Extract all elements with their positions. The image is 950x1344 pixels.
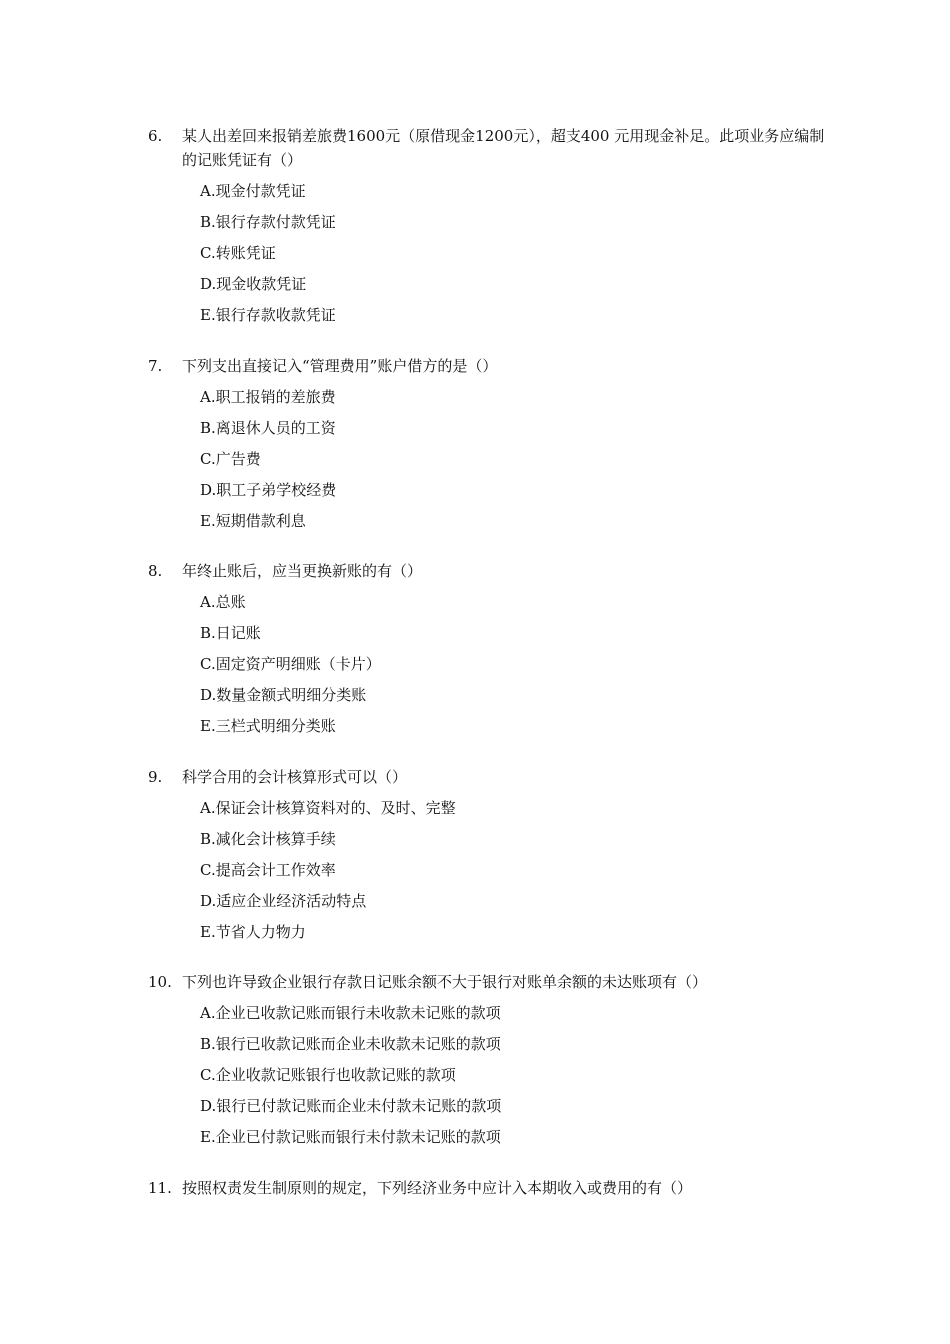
option-list	[200, 385, 828, 540]
option-d: D.数量金额式明细分类账	[200, 686, 367, 704]
option-e: E.企业已付款记账而银行未付款未记账的款项	[200, 1128, 501, 1146]
option-d: D.银行已付款记账而企业未付款未记账的款项	[200, 1097, 502, 1115]
option-e: E.银行存款收款凭证	[200, 306, 336, 324]
question-header	[148, 1176, 828, 1200]
question-header	[148, 765, 828, 789]
option-a: A.现金付款凭证	[200, 182, 306, 200]
question-header	[148, 970, 828, 994]
question-header	[148, 354, 828, 378]
question-text: 年终止账后，应当更换新账的有（）	[182, 562, 423, 580]
question-text: 科学合用的会计核算形式可以（）	[182, 768, 408, 786]
option-e: E.短期借款利息	[200, 512, 306, 530]
question-header	[148, 124, 828, 172]
option-c: C.提高会计工作效率	[200, 861, 336, 879]
question-header	[148, 559, 828, 583]
question-text: 下列也许导致企业银行存款日记账余额不大于银行对账单余额的未达账项有（）	[182, 973, 708, 991]
option-c: C.广告费	[200, 450, 261, 468]
question-text: 按照权责发生制原则的规定，下列经济业务中应计入本期收入或费用的有（）	[182, 1179, 693, 1197]
question-9	[148, 765, 828, 951]
option-a: A.职工报销的差旅费	[200, 388, 336, 406]
option-a: A.企业已收款记账而银行未收款未记账的款项	[200, 1004, 501, 1022]
option-e: E.三栏式明细分类账	[200, 717, 336, 735]
question-11	[148, 1176, 828, 1200]
question-number: 7.	[148, 357, 163, 375]
option-b: B.离退休人员的工资	[200, 419, 336, 437]
option-a: A.保证会计核算资料对的、及时、完整	[200, 799, 456, 817]
option-list	[200, 796, 828, 951]
option-b: B.银行存款付款凭证	[200, 213, 336, 231]
option-a: A.总账	[200, 593, 246, 611]
question-8	[148, 559, 828, 745]
question-6	[148, 124, 828, 334]
question-number: 11.	[148, 1179, 172, 1197]
option-list	[200, 590, 828, 745]
option-d: D.职工子弟学校经费	[200, 481, 337, 499]
option-b: B.减化会计核算手续	[200, 830, 336, 848]
question-number: 9.	[148, 768, 163, 786]
option-b: B.日记账	[200, 624, 261, 642]
option-d: D.现金收款凭证	[200, 275, 307, 293]
question-number: 8.	[148, 562, 163, 580]
option-list	[200, 1001, 828, 1156]
option-b: B.银行已收款记账而企业未收款未记账的款项	[200, 1035, 501, 1053]
question-number: 6.	[148, 127, 163, 145]
question-10	[148, 970, 828, 1156]
option-c: C.转账凭证	[200, 244, 276, 262]
question-text: 某人出差回来报销差旅费1600元（原借现金1200元），超支400 元用现金补足。此项业务应编制的记账凭证有（）	[182, 127, 825, 169]
option-d: D.适应企业经济活动特点	[200, 892, 367, 910]
question-number: 10.	[148, 973, 172, 991]
option-list	[200, 179, 828, 334]
option-c: C.固定资产明细账（卡片）	[200, 655, 381, 673]
question-text: 下列支出直接记入“管理费用”账户借方的是（）	[182, 357, 498, 375]
option-e: E.节省人力物力	[200, 923, 306, 941]
question-7	[148, 354, 828, 540]
option-c: C.企业收款记账银行也收款记账的款项	[200, 1066, 456, 1084]
